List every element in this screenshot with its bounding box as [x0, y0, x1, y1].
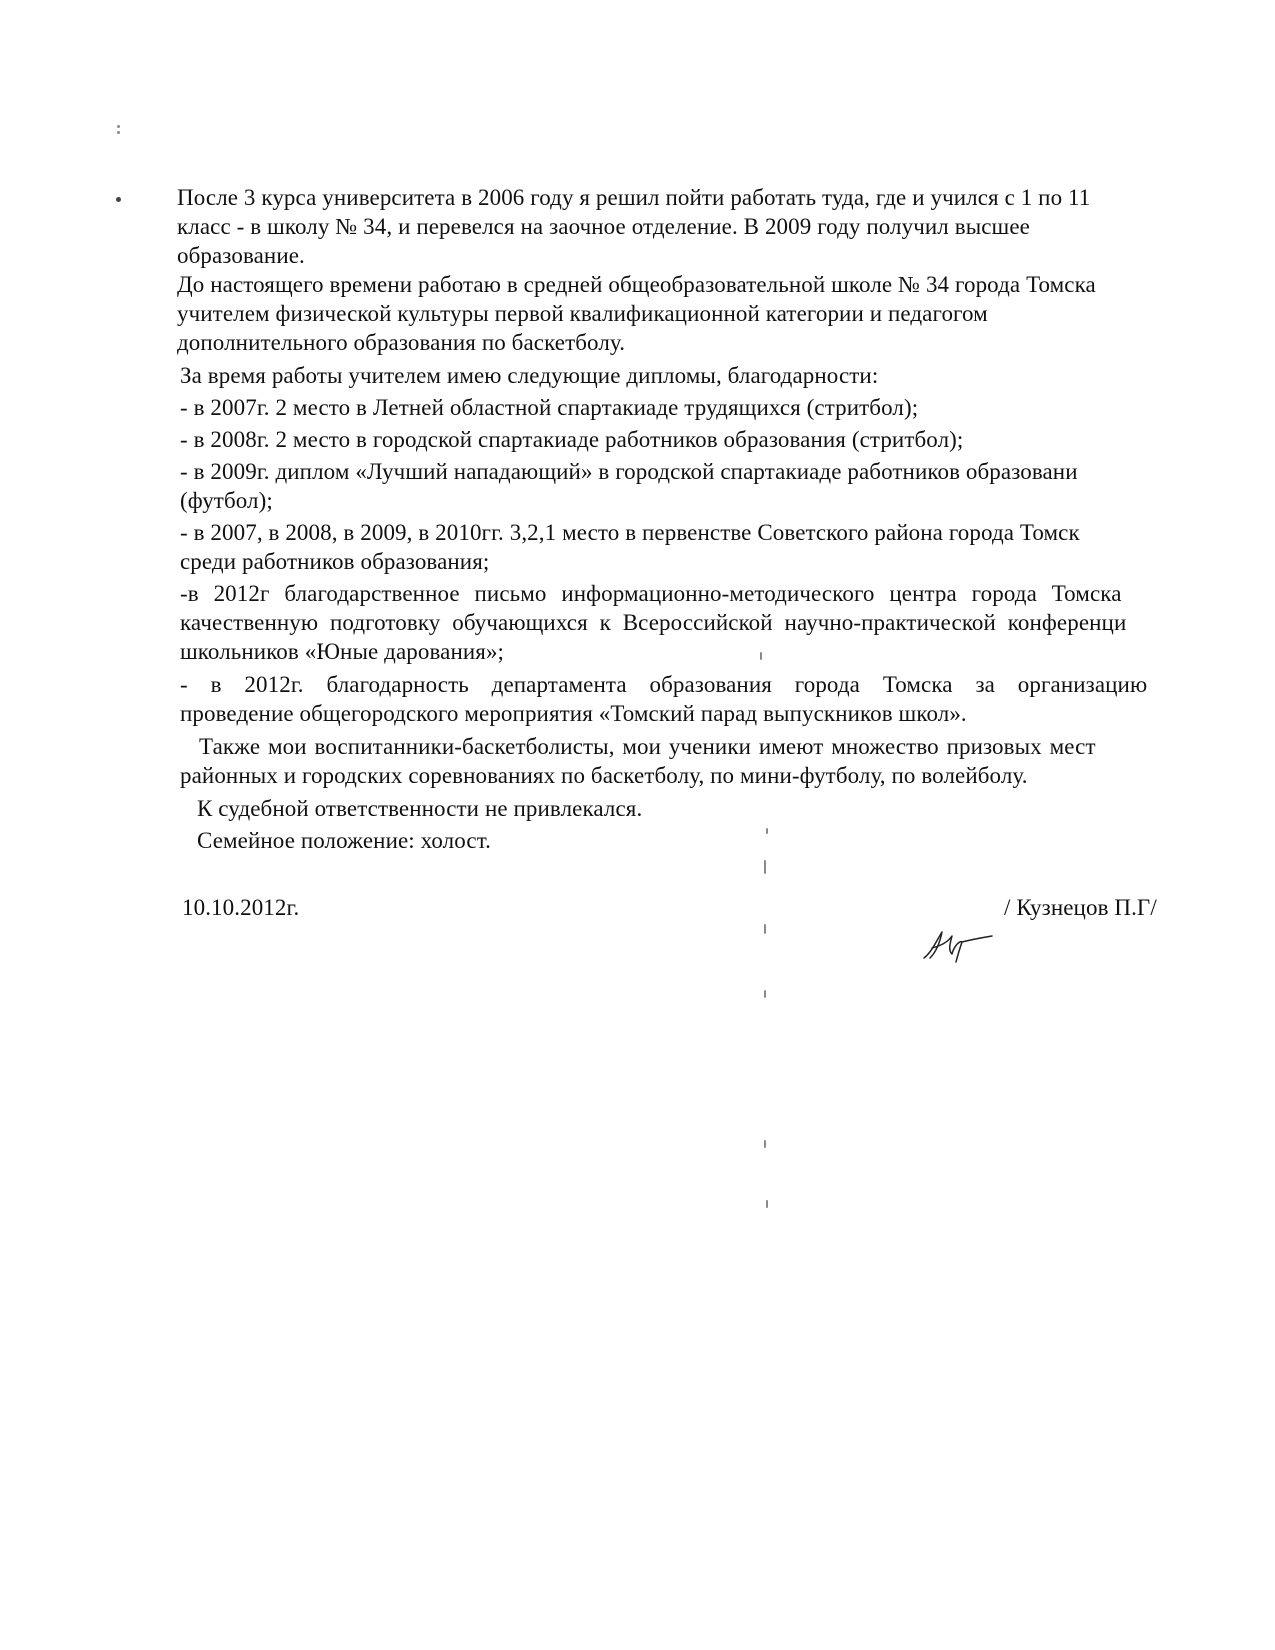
- list-item: - в 2012г. благодарность департамента образования города Томска за организацию: [180, 672, 1148, 697]
- list-item: - в 2009г. диплом «Лучший нападающий» в городской спартакиаде работников образовани: [180, 459, 1078, 484]
- scan-mark: [116, 197, 121, 202]
- list-item: среди работников образования;: [180, 549, 490, 574]
- scan-mark: [764, 924, 766, 934]
- list-item: школьников «Юные дарования»;: [180, 639, 505, 664]
- paragraph-line: Также мои воспитанники-баскетболисты, мои ученики имеют множество призовых мест: [199, 734, 1096, 759]
- scan-mark: [764, 860, 766, 874]
- list-item: - в 2007г. 2 место в Летней областной спартакиаде трудящихся (стритбол);: [180, 395, 919, 420]
- paragraph-line: дополнительного образования по баскетболу.: [177, 330, 626, 355]
- paragraph-line: До настоящего времени работаю в средней общеобразовательной школе № 34 города Томска: [177, 272, 1096, 297]
- paragraph-line: учителем физической культуры первой квалификационной категории и педагогом: [177, 301, 988, 326]
- paragraph-line: класс - в школу № 34, и перевелся на заочное отделение. В 2009 году получил высшее: [177, 214, 1030, 239]
- paragraph-line: образование.: [177, 243, 305, 268]
- paragraph-line: К судебной ответственности не привлекался.: [197, 796, 643, 821]
- scan-mark: [760, 652, 762, 660]
- paragraph-line: После 3 курса университета в 2006 году я решил пойти работать туда, где и учился с 1 по 11: [177, 185, 1091, 210]
- list-item: - в 2007, в 2008, в 2009, в 2010гг. 3,2,1 место в первенстве Советского района города Томск: [180, 520, 1080, 545]
- list-item: проведение общегородского мероприятия «Томский парад выпускников школ».: [180, 701, 967, 726]
- scan-mark: [766, 1200, 768, 1208]
- list-item: качественную подготовку обучающихся к Всероссийской научно-практической конференци: [180, 610, 1127, 635]
- signature-icon: [918, 928, 998, 964]
- paragraph-line: районных и городских соревнованиях по баскетболу, по мини-футболу, по волейболу.: [180, 763, 1028, 788]
- signature-name: / Кузнецов П.Г/: [1004, 895, 1157, 920]
- paragraph-line: За время работы учителем имею следующие дипломы, благодарности:: [180, 363, 879, 388]
- list-item: -в 2012г благодарственное письмо информационно-методического центра города Томска: [180, 581, 1122, 606]
- scan-mark: [766, 828, 768, 834]
- scan-mark: [117, 131, 120, 134]
- scan-mark: [764, 990, 766, 998]
- paragraph-line: Семейное положение: холост.: [197, 828, 491, 853]
- list-item: - в 2008г. 2 место в городской спартакиаде работников образования (стритбол);: [180, 427, 964, 452]
- list-item: (футбол);: [180, 488, 273, 513]
- scan-mark: [117, 125, 120, 128]
- scan-mark: [764, 1140, 766, 1148]
- document-date: 10.10.2012г.: [182, 895, 300, 920]
